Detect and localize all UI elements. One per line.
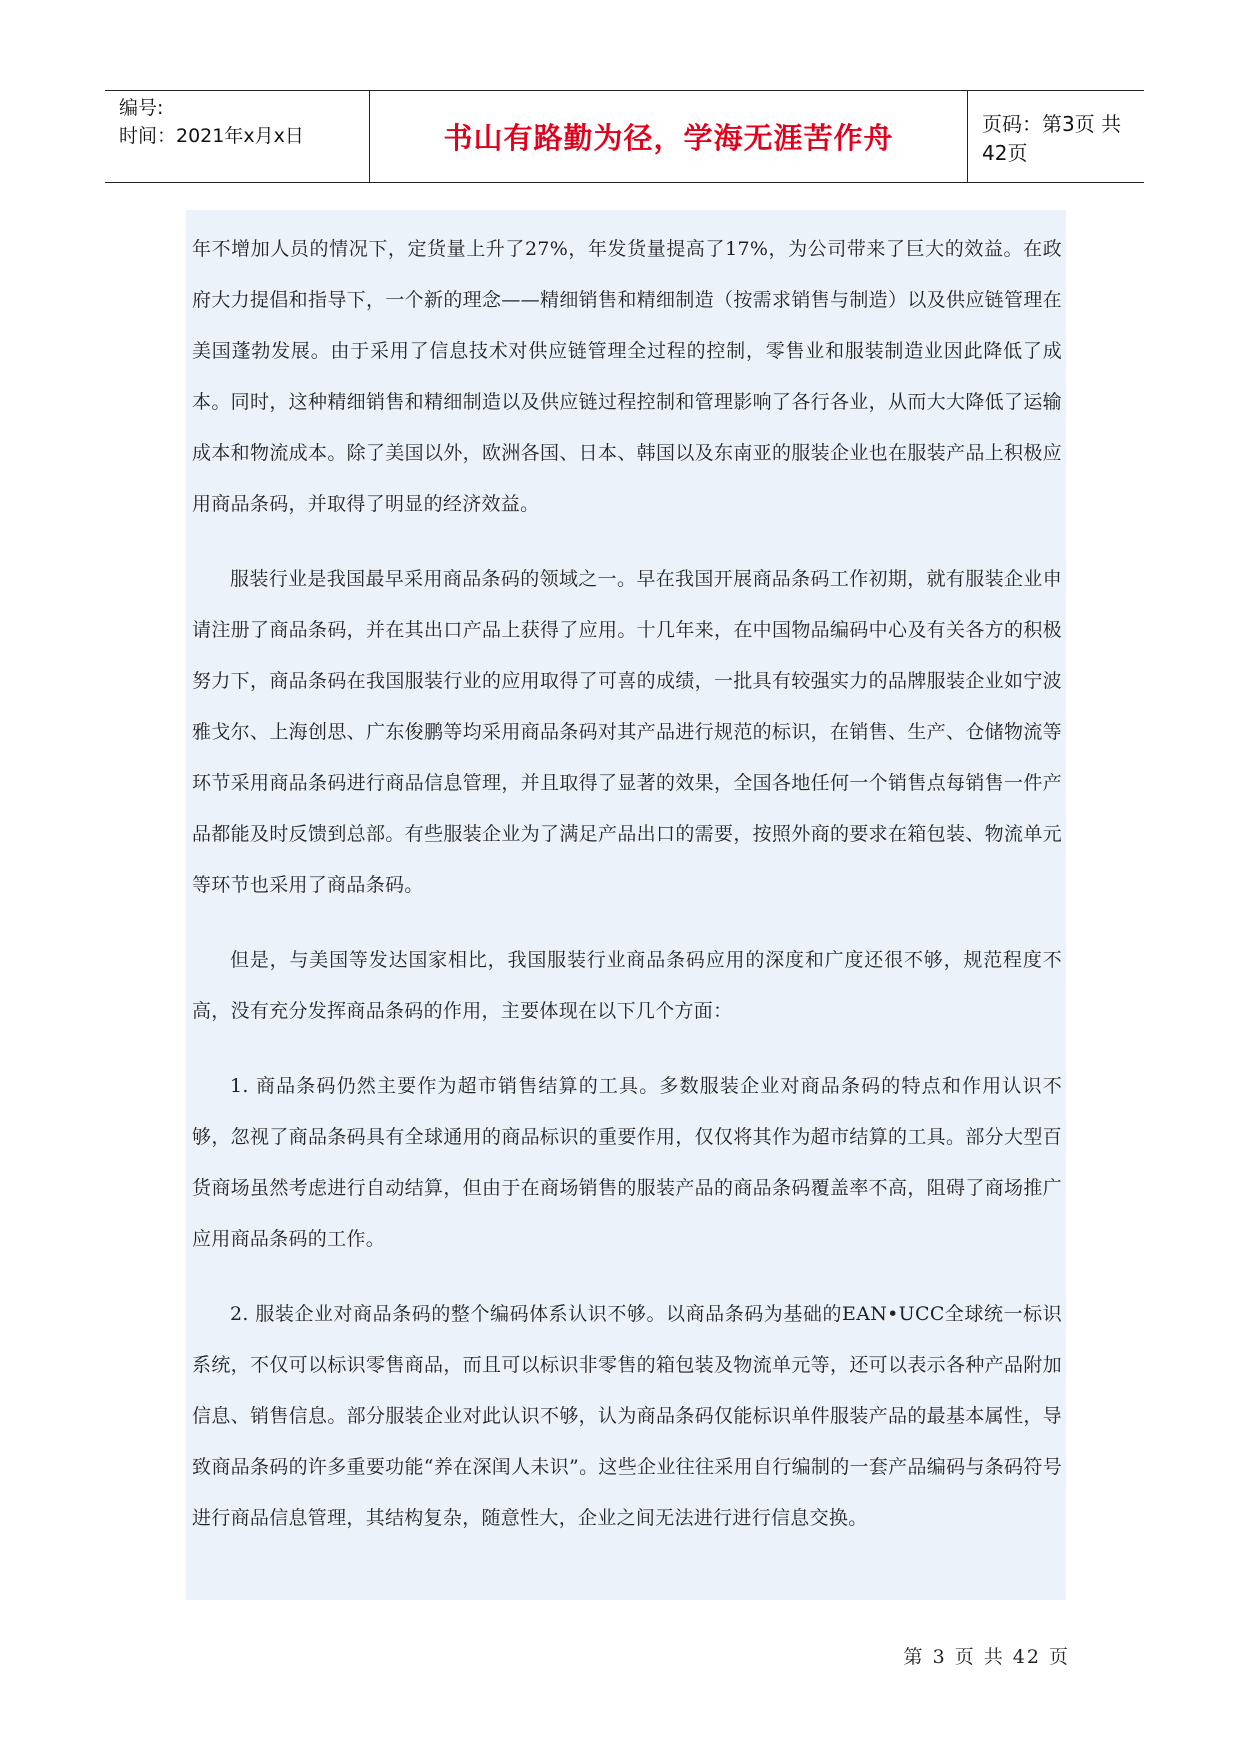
header-meta-cell xyxy=(105,91,370,182)
header-page-cell xyxy=(968,91,1144,182)
header-motto-cell xyxy=(370,91,968,182)
page-footer: 第 3 页 共 42 页 xyxy=(903,1646,1070,1668)
paragraph: 服装行业是我国最早采用商品条码的领域之一。早在我国开展商品条码工作初期，就有服装企业申请注册了商品条码，并在其出口产品上获得了应用。十几年来，在中国物品编码中心及有关各方的积极努力下，商品条码在我国服装行业的应用取得了可喜的成绩，一批具有较强实力的品牌服装企业如宁波雅戈尔、上海创思、广东俊鹏等均采用商品条码对其产品进行规范的标识，在销售、生产、仓储物流等环节采用商品条码进行商品信息管理，并且取得了显著的效果，全国各地任何一个销售点每销售一件产品都能及时反馈到总部。有些服装企业为了满足产品出口的需要，按照外商的要求在箱包装、物流单元等环节也采用了商品条码。 xyxy=(192,568,1062,896)
header-motto: 书山有路勤为径，学海无涯苦作舟 xyxy=(443,121,894,155)
document-number-label: 编号: xyxy=(119,97,164,119)
paragraph: 1. 商品条码仍然主要作为超市销售结算的工具。多数服装企业对商品条码的特点和作用认识不够，忽视了商品条码具有全球通用的商品标识的重要作用，仅仅将其作为超市结算的工具。部分大型百货商场虽然考虑进行自动结算，但由于在商场销售的服装产品的商品条码覆盖率不高，阻碍了商场推广应用商品条码的工作。 xyxy=(192,1075,1062,1250)
paragraph: 2. 服装企业对商品条码的整个编码体系认识不够。以商品条码为基础的EAN•UCC全球统一标识系统，不仅可以标识零售商品，而且可以标识非零售的箱包装及物流单元等，还可以表示各种产品附加信息、销售信息。部分服装企业对此认识不够，认为商品条码仅能标识单件服装产品的最基本属性，导致商品条码的许多重要功能“养在深闺人未识”。这些企业往往采用自行编制的一套产品编码与条码符号进行商品信息管理，其结构复杂，随意性大，企业之间无法进行进行信息交换。 xyxy=(192,1303,1062,1529)
document-body xyxy=(186,210,1066,1600)
header-page-number: 页码：第3页 共42页 xyxy=(982,111,1122,165)
paragraph: 但是，与美国等发达国家相比，我国服装行业商品条码应用的深度和广度还很不够，规范程度不高，没有充分发挥商品条码的作用，主要体现在以下几个方面： xyxy=(192,949,1062,1022)
document-time-label: 时间：2021年x月x日 xyxy=(119,125,304,147)
paragraph: 年不增加人员的情况下，定货量上升了27%，年发货量提高了17%，为公司带来了巨大的效益。在政府大力提倡和指导下，一个新的理念——精细销售和精细制造（按需求销售与制造）以及供应链管理在美国蓬勃发展。由于采用了信息技术对供应链管理全过程的控制，零售业和服装制造业因此降低了成本。同时，这种精细销售和精细制造以及供应链过程控制和管理影响了各行各业，从而大大降低了运输成本和物流成本。除了美国以外，欧洲各国、日本、韩国以及东南亚的服装企业也在服装产品上积极应用商品条码，并取得了明显的经济效益。 xyxy=(192,238,1062,515)
page-header xyxy=(105,90,1144,183)
